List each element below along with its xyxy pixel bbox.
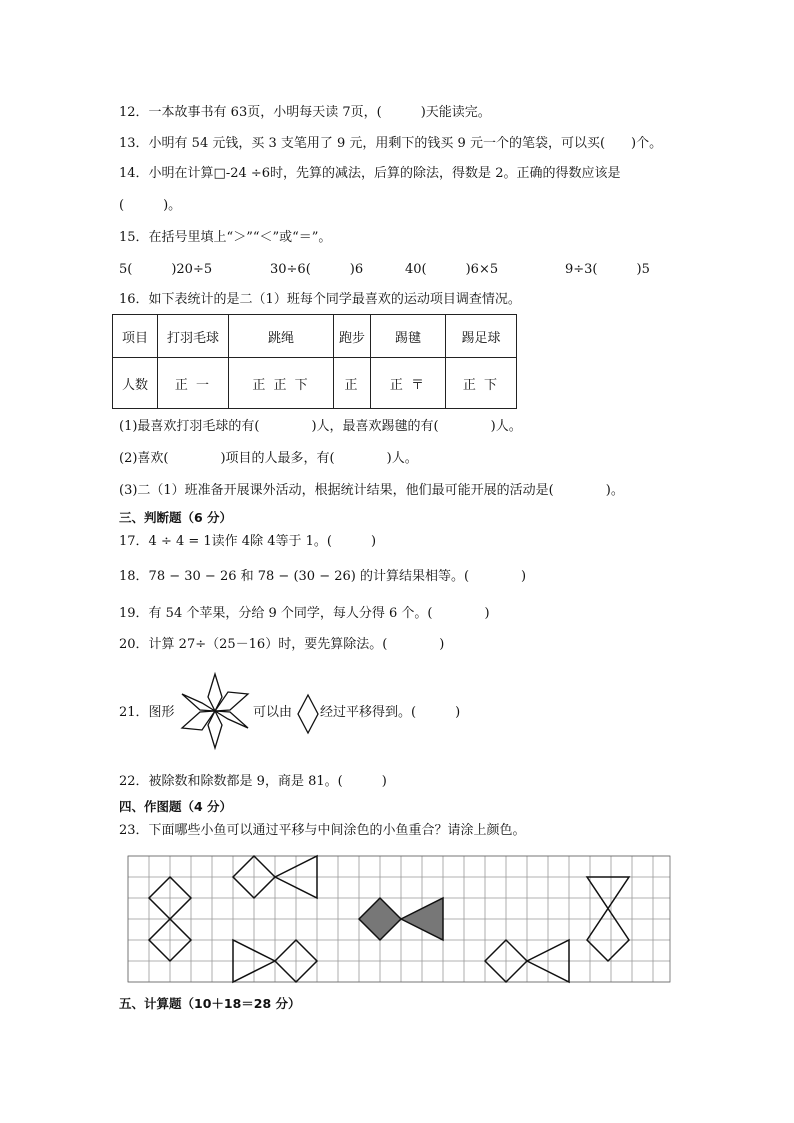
question-12: 12．一本故事书有 63页，小明每天读 7页，( )天能读完。 — [119, 105, 491, 120]
star-figure — [178, 670, 252, 752]
question-14: 14．小明在计算□-24 ÷6时，先算的减法，后算的除法，得数是 2。正确的得数应该是 — [119, 166, 621, 181]
q15-item-4: 9÷3( )5 — [565, 262, 650, 277]
row-label: 人数 — [113, 358, 158, 409]
rhombus-figure — [296, 694, 320, 734]
q15-item-1: 5( )20÷5 — [119, 262, 213, 277]
question-21-suffix: 经过平移得到。( ) — [320, 705, 461, 720]
question-21-prefix: 21．图形 — [119, 705, 175, 720]
tally-football: 正 下 — [446, 358, 517, 409]
question-23: 23．下面哪些小鱼可以通过平移与中间涂色的小鱼重合？请涂上颜色。 — [119, 823, 526, 838]
header-item: 项目 — [113, 315, 158, 358]
question-16-3: (3)二（1）班准备开展课外活动，根据统计结果，他们最可能开展的活动是( )。 — [119, 483, 624, 498]
header-badminton: 打羽毛球 — [158, 315, 229, 358]
section-3-title: 三、判断题（6 分） — [119, 510, 233, 525]
question-17: 17．4 ÷ 4 = 1读作 4除 4等于 1。( ) — [119, 534, 377, 549]
question-15: 15．在括号里填上“＞”“＜”或“＝”。 — [119, 230, 332, 245]
tally-jump-rope: 正 正 下 — [229, 358, 334, 409]
question-13: 13．小明有 54 元钱，买 3 支笔用了 9 元，用剩下的钱买 9 元一个的笔袋，可以买( )个。 — [119, 136, 663, 151]
section-5-title: 五、计算题（10＋18＝28 分） — [119, 996, 301, 1011]
question-22: 22．被除数和除数都是 9，商是 81。( ) — [119, 774, 387, 789]
question-21-middle: 可以由 — [253, 705, 293, 720]
q15-item-2: 30÷6( )6 — [270, 262, 364, 277]
question-20: 20．计算 27÷（25－16）时，要先算除法。( ) — [119, 637, 445, 652]
question-16-2: (2)喜欢( )项目的人最多，有( )人。 — [119, 451, 418, 466]
header-football: 踢足球 — [446, 315, 517, 358]
header-jump-rope: 跳绳 — [229, 315, 334, 358]
question-19: 19．有 54 个苹果，分给 9 个同学，每人分得 6 个。( ) — [119, 606, 490, 621]
question-16: 16．如下表统计的是二（1）班每个同学最喜欢的运动项目调查情况。 — [119, 292, 521, 307]
survey-table — [112, 314, 517, 409]
tally-shuttlecock: 正 〒 — [371, 358, 446, 409]
question-18: 18．78 − 30 − 26 和 78 − (30 − 26) 的计算结果相等。( ) — [119, 569, 527, 584]
header-shuttlecock: 踢毽 — [371, 315, 446, 358]
section-4-title: 四、作图题（4 分） — [119, 799, 233, 814]
q15-item-3: 40( )6×5 — [405, 262, 499, 277]
header-running: 跑步 — [334, 315, 371, 358]
tally-badminton: 正 一 — [158, 358, 229, 409]
tally-running: 正 — [334, 358, 371, 409]
fish-grid — [128, 856, 670, 982]
question-16-1: (1)最喜欢打羽毛球的有( )人，最喜欢踢毽的有( )人。 — [119, 419, 522, 434]
question-14-blank: ( )。 — [119, 198, 182, 213]
